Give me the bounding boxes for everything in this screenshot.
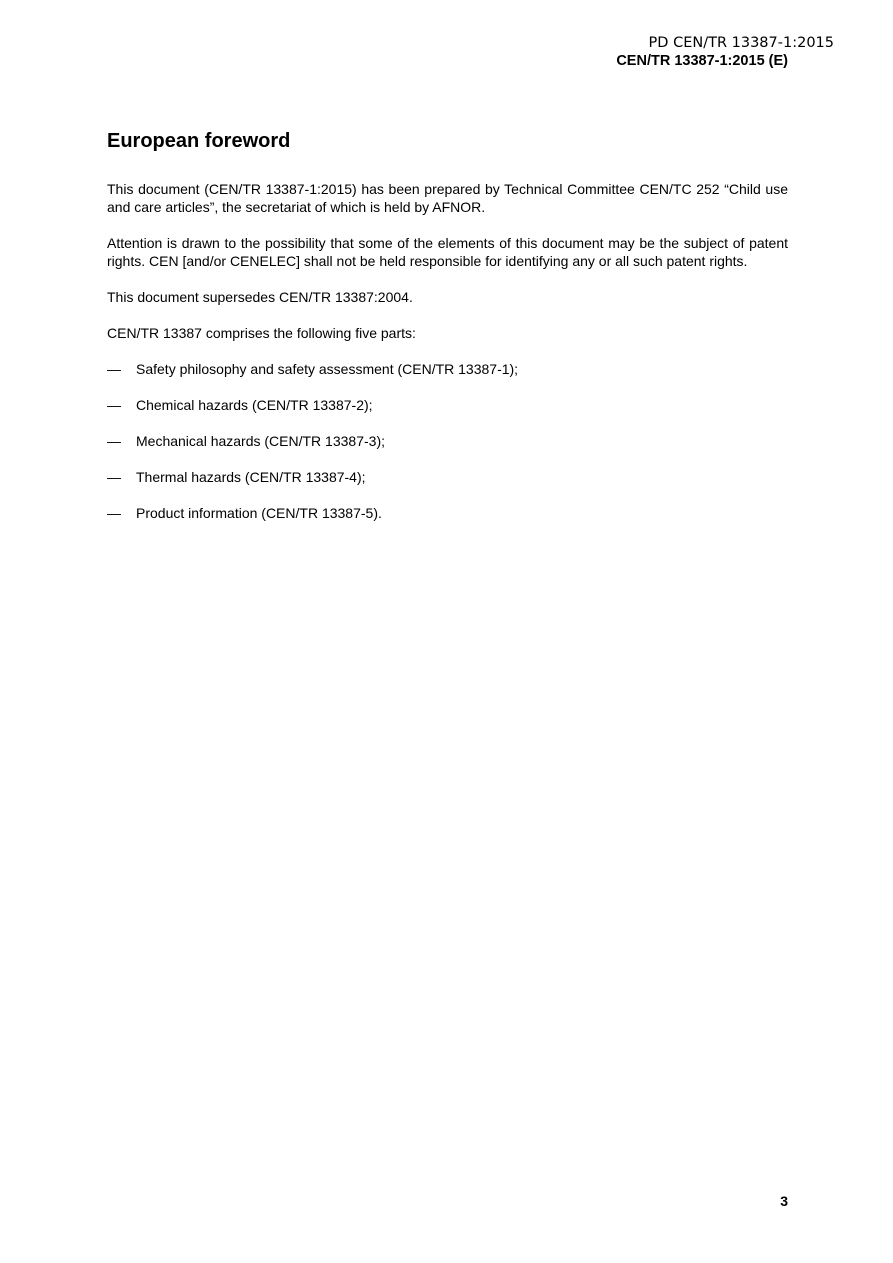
dash-bullet: — bbox=[107, 469, 121, 485]
header-document-id: CEN/TR 13387-1:2015 (E) bbox=[616, 53, 788, 69]
dash-bullet: — bbox=[107, 505, 121, 521]
list-item bbox=[107, 504, 788, 522]
dash-bullet: — bbox=[107, 397, 121, 413]
document-body bbox=[107, 180, 788, 540]
page-title: European foreword bbox=[107, 130, 291, 152]
list-item-text: Product information (CEN/TR 13387-5). bbox=[136, 505, 382, 521]
parts-list bbox=[107, 360, 788, 522]
list-item-text: Thermal hazards (CEN/TR 13387-4); bbox=[136, 469, 366, 485]
list-item bbox=[107, 432, 788, 450]
list-item bbox=[107, 360, 788, 378]
list-item-text: Safety philosophy and safety assessment (CEN/TR 13387-1); bbox=[136, 361, 519, 377]
header-top-line: PD CEN/TR 13387-1:2015 bbox=[648, 35, 834, 51]
paragraph-prepared-by: This document (CEN/TR 13387-1:2015) has been prepared by Technical Committee CEN/TC 252 “Child use and care articles”, the secretariat of which is held by AFNOR. bbox=[107, 181, 788, 215]
dash-bullet: — bbox=[107, 433, 121, 449]
dash-bullet: — bbox=[107, 361, 121, 377]
list-item bbox=[107, 396, 788, 414]
list-item-text: Mechanical hazards (CEN/TR 13387-3); bbox=[136, 433, 385, 449]
paragraph-patent-rights: Attention is drawn to the possibility that some of the elements of this document may be the subject of patent rights. CEN [and/or CENELEC] shall not be held responsible for identifying any or all such patent rights. bbox=[107, 235, 788, 269]
paragraph-supersedes: This document supersedes CEN/TR 13387:2004. bbox=[107, 289, 413, 305]
paragraph-parts-intro: CEN/TR 13387 comprises the following five parts: bbox=[107, 325, 416, 341]
page-number: 3 bbox=[780, 1193, 788, 1209]
list-item bbox=[107, 468, 788, 486]
list-item-text: Chemical hazards (CEN/TR 13387-2); bbox=[136, 397, 373, 413]
